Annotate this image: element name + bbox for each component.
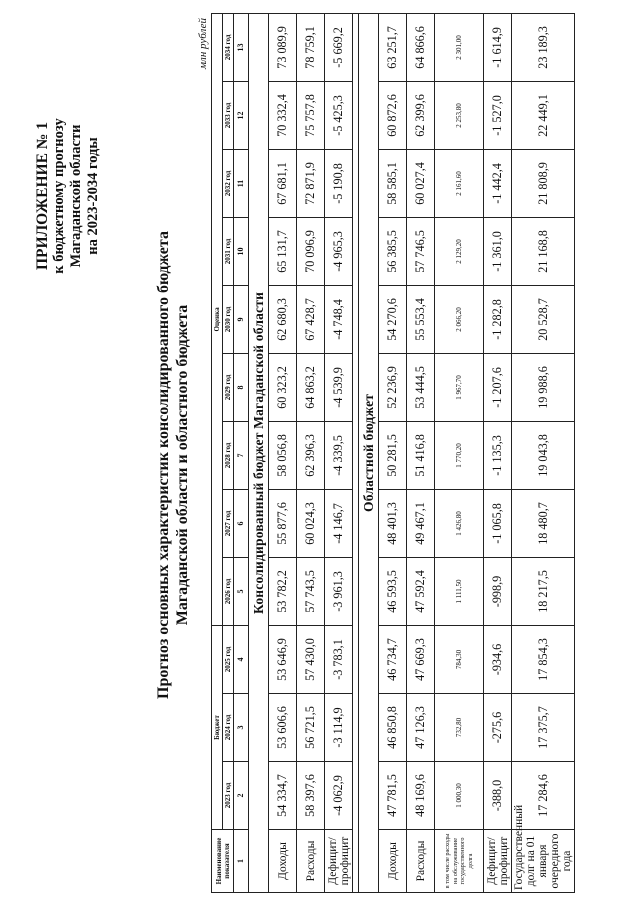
table-cell: 72 871,9: [297, 149, 325, 217]
table-row: [407, 13, 435, 892]
year-header: 2025 год: [223, 625, 234, 693]
appendix-line-3: Магаданской области: [68, 124, 84, 268]
table-cell: 51 416,8: [407, 421, 435, 489]
table-cell: 53 606,6: [269, 694, 297, 762]
table-cell: 57 430,0: [297, 625, 325, 693]
table-cell: 18 217,5: [512, 557, 575, 625]
table-cell: 55 553,4: [407, 285, 435, 353]
table-cell: 21 168,8: [512, 217, 575, 285]
table-cell: 56 721,5: [297, 694, 325, 762]
table-cell: 58 397,6: [297, 762, 325, 830]
column-number: 11: [234, 149, 249, 217]
table-cell: 1 770,20: [435, 421, 484, 489]
table-cell: 2 066,20: [435, 285, 484, 353]
table-cell: -4 748,4: [325, 285, 353, 353]
column-number: 2: [234, 762, 249, 830]
table-cell: 78 759,1: [297, 13, 325, 81]
table-cell: -1 527,0: [484, 81, 512, 149]
appendix-line-2: к бюджетному прогнозу: [51, 118, 67, 274]
header-row-column-numbers: [234, 13, 249, 892]
table-cell: 53 782,2: [269, 557, 297, 625]
table-cell: 46 593,5: [379, 557, 407, 625]
table-cell: 1 426,80: [435, 489, 484, 557]
table-cell: 2 301,00: [435, 13, 484, 81]
table-cell: 57 746,5: [407, 217, 435, 285]
table-row: [484, 13, 512, 892]
column-number: 3: [234, 694, 249, 762]
table-cell: 58 585,1: [379, 149, 407, 217]
column-number: 1: [234, 830, 249, 893]
table-cell: 64 866,6: [407, 13, 435, 81]
year-header: 2026 год: [223, 557, 234, 625]
section-title: Областной бюджет: [359, 13, 379, 892]
table-cell: 56 385,5: [379, 217, 407, 285]
column-number: 9: [234, 285, 249, 353]
table-cell: -3 783,1: [325, 625, 353, 693]
title-line-2: Магаданской области и областного бюджета: [174, 304, 191, 626]
column-number: 8: [234, 353, 249, 421]
title-line-1: Прогноз основных характеристик консолидированного бюджета: [155, 231, 172, 699]
group-header-estimate: Оценка: [212, 13, 223, 625]
table-row-debt-service: [435, 13, 484, 892]
column-number: 6: [234, 489, 249, 557]
table-cell: 18 480,7: [512, 489, 575, 557]
table-cell: 784,30: [435, 625, 484, 693]
header-row-groups: [212, 13, 223, 892]
table-cell: 47 126,3: [407, 694, 435, 762]
table-cell: 63 251,7: [379, 13, 407, 81]
year-header: 2027 год: [223, 489, 234, 557]
table-cell: 21 808,9: [512, 149, 575, 217]
document-title: [154, 85, 192, 845]
table-cell: 1 111,50: [435, 557, 484, 625]
table-cell: 46 850,8: [379, 694, 407, 762]
table-cell: -998,9: [484, 557, 512, 625]
section-row-consolidated: [249, 13, 269, 892]
table-cell: 67 681,1: [269, 149, 297, 217]
table-cell: -4 539,9: [325, 353, 353, 421]
table-cell: -275,6: [484, 694, 512, 762]
table-cell: 53 646,9: [269, 625, 297, 693]
appendix-header: [34, 66, 102, 326]
row-label: Доходы: [269, 830, 297, 893]
table-cell: -1 614,9: [484, 13, 512, 81]
column-header-name: Наименование показателя: [212, 830, 234, 893]
row-label: Расходы: [407, 830, 435, 893]
group-header-budget: Бюджет: [212, 625, 223, 829]
table-cell: 22 449,1: [512, 81, 575, 149]
table-cell: 48 401,3: [379, 489, 407, 557]
table-cell: 62 680,3: [269, 285, 297, 353]
table-cell: 60 027,4: [407, 149, 435, 217]
table-cell: 55 877,6: [269, 489, 297, 557]
table-cell: -4 965,3: [325, 217, 353, 285]
column-number: 5: [234, 557, 249, 625]
table-row-state-debt: [512, 13, 575, 892]
table-row: [297, 13, 325, 892]
table-cell: 54 334,7: [269, 762, 297, 830]
year-header: 2024 год: [223, 694, 234, 762]
units-label: млн рублей: [197, 18, 209, 69]
table-cell: -1 135,3: [484, 421, 512, 489]
column-number: 10: [234, 217, 249, 285]
table-cell: 47 781,5: [379, 762, 407, 830]
table-cell: 2 161,60: [435, 149, 484, 217]
table-cell: -3 114,9: [325, 694, 353, 762]
table-cell: 62 399,6: [407, 81, 435, 149]
section-row-regional: [359, 13, 379, 892]
table-cell: -4 339,5: [325, 421, 353, 489]
table-cell: 53 444,5: [407, 353, 435, 421]
table-cell: 19 988,6: [512, 353, 575, 421]
table-cell: 60 024,3: [297, 489, 325, 557]
table-cell: -1 282,8: [484, 285, 512, 353]
table-cell: 1 000,30: [435, 762, 484, 830]
table-cell: 54 270,6: [379, 285, 407, 353]
table-cell: 58 056,8: [269, 421, 297, 489]
row-label: Дефицит/ профицит: [325, 830, 353, 893]
table-cell: 17 284,6: [512, 762, 575, 830]
row-label: Доходы: [379, 830, 407, 893]
table-cell: -5 425,3: [325, 81, 353, 149]
table-cell: 47 592,4: [407, 557, 435, 625]
table-cell: -388,0: [484, 762, 512, 830]
budget-forecast-table: [211, 13, 575, 893]
year-header: 2028 год: [223, 421, 234, 489]
year-header: 2030 год: [223, 285, 234, 353]
row-label: Дефицит/ профицит: [484, 830, 512, 893]
row-label: в том числе расходы на обслуживание государственного долга: [435, 830, 484, 893]
table-cell: -5 190,8: [325, 149, 353, 217]
table-cell: 70 332,4: [269, 81, 297, 149]
table-cell: 48 169,6: [407, 762, 435, 830]
table-cell: -4 146,7: [325, 489, 353, 557]
table-cell: 2 129,20: [435, 217, 484, 285]
year-header: 2033 год: [223, 81, 234, 149]
column-number: 7: [234, 421, 249, 489]
table-cell: 75 757,8: [297, 81, 325, 149]
table-cell: 17 375,7: [512, 694, 575, 762]
table-row: [379, 13, 407, 892]
table-cell: 60 872,6: [379, 81, 407, 149]
table-cell: -1 442,4: [484, 149, 512, 217]
column-number: 12: [234, 81, 249, 149]
year-header: 2032 год: [223, 149, 234, 217]
header-row-years: [223, 13, 234, 892]
table-cell: 2 253,80: [435, 81, 484, 149]
table-cell: 52 236,9: [379, 353, 407, 421]
table-cell: 17 854,3: [512, 625, 575, 693]
year-header: 2034 год: [223, 13, 234, 81]
table-cell: 60 323,2: [269, 353, 297, 421]
table-cell: -1 207,6: [484, 353, 512, 421]
table-cell: 64 863,2: [297, 353, 325, 421]
table-cell: 1 967,70: [435, 353, 484, 421]
table-cell: 62 396,3: [297, 421, 325, 489]
table-cell: 65 131,7: [269, 217, 297, 285]
table-cell: 23 189,3: [512, 13, 575, 81]
table-cell: 47 669,3: [407, 625, 435, 693]
table-cell: 67 428,7: [297, 285, 325, 353]
table-cell: -4 062,9: [325, 762, 353, 830]
row-label: Государственный долг на 01 января очередного года: [512, 830, 575, 893]
row-label: Расходы: [297, 830, 325, 893]
table-cell: 732,80: [435, 694, 484, 762]
table-cell: 20 528,7: [512, 285, 575, 353]
year-header: 2023 год: [223, 762, 234, 830]
table-cell: 19 043,8: [512, 421, 575, 489]
year-header: 2029 год: [223, 353, 234, 421]
column-number: 13: [234, 13, 249, 81]
table-cell: -3 961,3: [325, 557, 353, 625]
appendix-number: ПРИЛОЖЕНИЕ № 1: [34, 122, 51, 270]
table-cell: 73 089,9: [269, 13, 297, 81]
table-row: [269, 13, 297, 892]
table-cell: -1 361,0: [484, 217, 512, 285]
table-cell: 49 467,1: [407, 489, 435, 557]
table-cell: -5 669,2: [325, 13, 353, 81]
table-cell: -1 065,8: [484, 489, 512, 557]
table-row: [325, 13, 353, 892]
table-cell: 70 096,9: [297, 217, 325, 285]
year-header: 2031 год: [223, 217, 234, 285]
column-number: 4: [234, 625, 249, 693]
table-cell: 57 743,5: [297, 557, 325, 625]
section-title: Консолидированный бюджет Магаданской области: [249, 13, 269, 892]
table-cell: 46 734,7: [379, 625, 407, 693]
appendix-line-4: на 2023-2034 годы: [85, 137, 101, 255]
table-cell: -934,6: [484, 625, 512, 693]
table-cell: 50 281,5: [379, 421, 407, 489]
